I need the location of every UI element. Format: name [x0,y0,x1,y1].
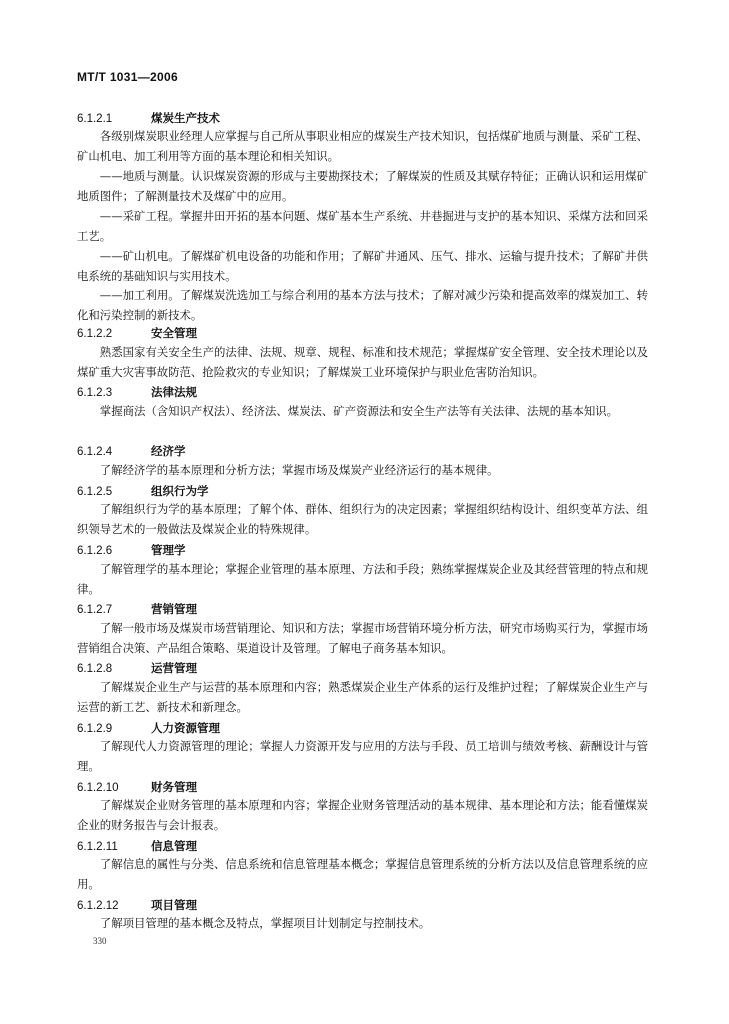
paragraph: 各级别煤炭职业经理人应掌握与自己所从事职业相应的煤炭生产技术知识，包括煤矿地质与测量、采矿工程、矿山机电、加工利用等方面的基本理论和相关知识。 [77,129,648,164]
section-number: 6.1.2.2 [77,328,113,340]
paragraph: 掌握商法（含知识产权法）、经济法、煤炭法、矿产资源法和安全生产法等有关法律、法规的基本知识。 [99,404,619,418]
paragraph: 了解煤炭企业生产与运营的基本原理和内容；熟悉煤炭企业生产体系的运行及维护过程；了解煤炭企业生产与运营的新工艺、新技术和新理念。 [77,680,648,715]
section-number: 6.1.2.5 [77,486,113,498]
page-number: 330 [93,936,107,946]
section-title: 经济学 [151,444,186,458]
section-heading [77,108,220,128]
paragraph: ——地质与测量。认识煤炭资源的形成与主要勘探技术；了解煤炭的性质及其赋存特征；正确认识和运用煤矿地质图件；了解测量技术及煤矿中的应用。 [77,169,648,204]
section-title: 管理学 [151,543,186,557]
section-title: 财务管理 [151,780,197,794]
paragraph: ——采矿工程。掌握井田开拓的基本问题、煤矿基本生产系统、井巷掘进与支护的基本知识、采煤方法和回采工艺。 [77,209,648,244]
section-title: 安全管理 [151,326,197,340]
section-title: 组织行为学 [151,484,209,498]
section-heading [77,323,197,343]
section-title: 信息管理 [151,839,197,853]
section-heading [77,441,186,461]
section-heading [77,599,197,619]
section-number: 6.1.2.7 [77,604,113,616]
section-title: 人力资源管理 [151,721,220,735]
section-title: 法律法规 [151,385,197,399]
section-title: 项目管理 [151,898,197,912]
section-number: 6.1.2.8 [77,663,113,675]
section-heading [77,540,186,560]
standard-code: MT/T 1031—2006 [77,70,178,84]
section-number: 6.1.2.9 [77,723,113,735]
section-number: 6.1.2.1 [77,113,113,125]
section-number: 6.1.2.4 [77,446,113,458]
paragraph: 了解煤炭企业财务管理的基本原理和内容；掌握企业财务管理活动的基本规律、基本理论和方法；能看懂煤炭企业的财务报告与会计报表。 [77,798,648,833]
section-number: 6.1.2.12 [77,900,119,912]
paragraph: 了解现代人力资源管理的理论；掌握人力资源开发与应用的方法与手段、员工培训与绩效考核、薪酬设计与管理。 [77,739,648,774]
section-heading [77,777,197,797]
section-number: 6.1.2.11 [77,841,118,853]
paragraph: 熟悉国家有关安全生产的法律、法规、规章、规程、标准和技术规范；掌握煤矿安全管理、安全技术理论以及煤矿重大灾害事故防范、抢险救灾的专业知识；了解煤炭工业环境保护与职业危害防治知识。 [77,345,648,380]
paragraph: 了解管理学的基本理论；掌握企业管理的基本原理、方法和手段；熟练掌握煤炭企业及其经营管理的特点和规律。 [77,562,648,597]
section-heading [77,836,197,856]
paragraph: 了解信息的属性与分类、信息系统和信息管理基本概念；掌握信息管理系统的分析方法以及信息管理系统的应用。 [77,857,648,892]
paragraph: 了解一般市场及煤炭市场营销理论、知识和方法；掌握市场营销环境分析方法，研究市场购买行为，掌握市场营销组合决策、产品组合策略、渠道设计及管理。了解电子商务基本知识。 [77,621,648,656]
paragraph: ——矿山机电。了解煤矿机电设备的功能和作用；了解矿井通风、压气、排水、运输与提升技术；了解矿井供电系统的基础知识与实用技术。 [77,249,648,284]
paragraph: 了解项目管理的基本概念及特点，掌握项目计划制定与控制技术。 [99,916,431,930]
section-heading [77,382,197,402]
paragraph: 了解组织行为学的基本原理；了解个体、群体、组织行为的决定因素；掌握组织结构设计、组织变革方法、组织领导艺术的一般做法及煤炭企业的特殊规律。 [77,502,648,537]
section-number: 6.1.2.6 [77,545,113,557]
section-heading [77,718,220,738]
paragraph: 了解经济学的基本原理和分析方法；掌握市场及煤炭产业经济运行的基本规律。 [99,463,499,477]
paragraph: ——加工利用。了解煤炭洗选加工与综合利用的基本方法与技术；了解对减少污染和提高效率的煤炭加工、转化和污染控制的新技术。 [77,288,648,323]
section-title: 运营管理 [151,661,197,675]
section-number: 6.1.2.3 [77,387,113,399]
section-number: 6.1.2.10 [77,782,119,794]
section-title: 煤炭生产技术 [151,111,220,125]
section-heading [77,658,197,678]
section-title: 营销管理 [151,602,197,616]
section-heading [77,895,197,915]
section-heading [77,481,209,501]
